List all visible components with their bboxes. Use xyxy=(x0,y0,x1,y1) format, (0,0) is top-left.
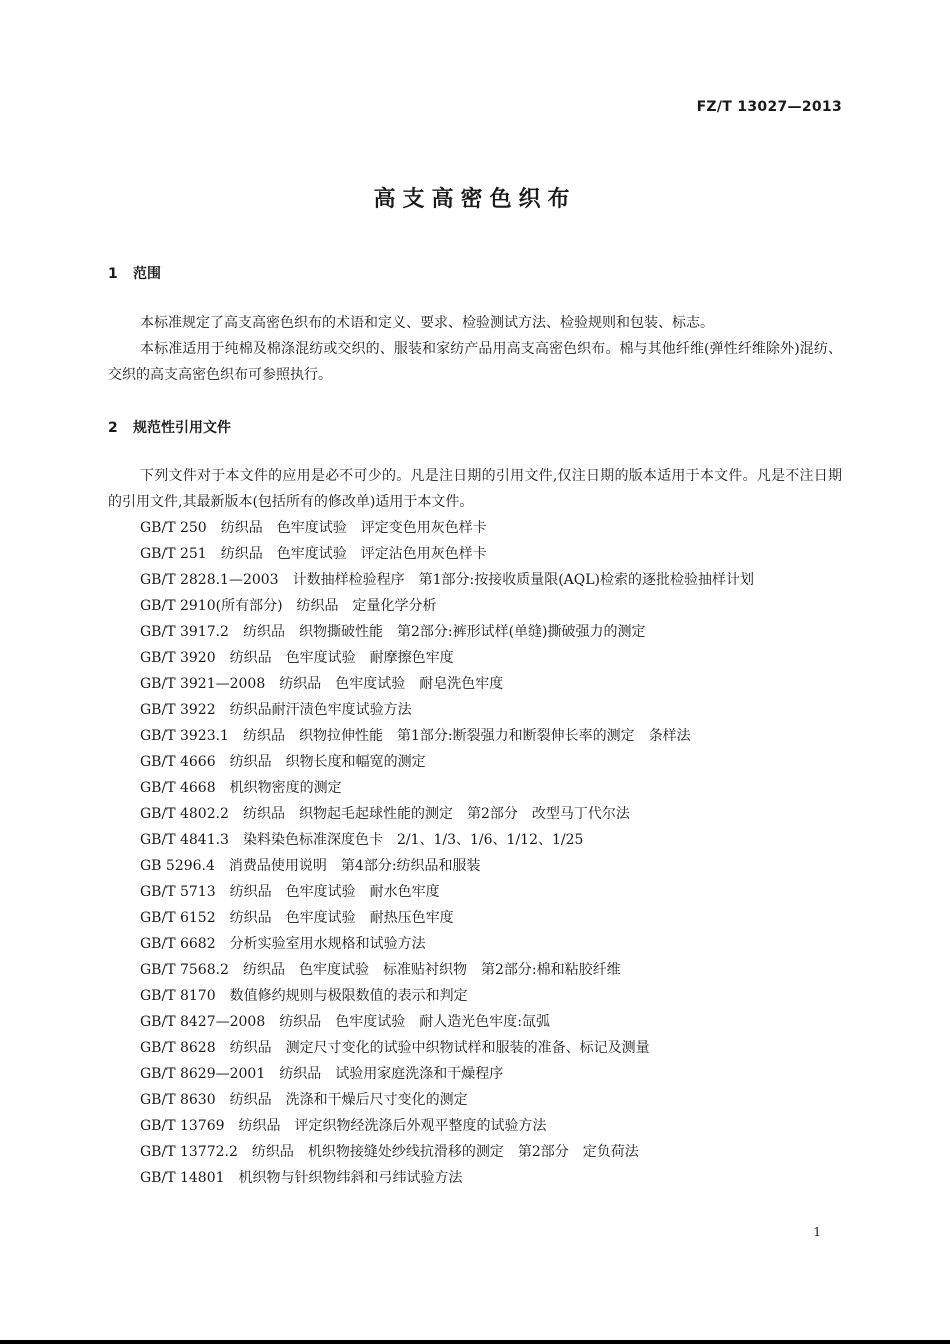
reference-item: GB/T 6152 纺织品 色牢度试验 耐热压色牢度 xyxy=(140,910,454,926)
section-1-number: 1 xyxy=(108,266,118,282)
reference-item: GB/T 13769 纺织品 评定织物经洗涤后外观平整度的试验方法 xyxy=(140,1118,547,1134)
reference-item: GB/T 14801 机织物与针织物纬斜和弓纬试验方法 xyxy=(140,1170,463,1186)
reference-item: GB 5296.4 消费品使用说明 第4部分:纺织品和服装 xyxy=(140,858,481,874)
section-2-heading xyxy=(108,417,231,437)
reference-item: GB/T 8427—2008 纺织品 色牢度试验 耐人造光色牢度:氙弧 xyxy=(140,1014,550,1030)
reference-item: GB/T 250 纺织品 色牢度试验 评定变色用灰色样卡 xyxy=(140,520,487,536)
section-2-intro: 下列文件对于本文件的应用是必不可少的。凡是注日期的引用文件,仅注日期的版本适用于本文件。凡是不注日期的引用文件,其最新版本(包括所有的修改单)适用于本文件。 xyxy=(108,468,842,510)
reference-item: GB/T 8628 纺织品 测定尺寸变化的试验中织物试样和服装的准备、标记及测量 xyxy=(140,1040,650,1056)
reference-item: GB/T 4841.3 染料染色标准深度色卡 2/1、1/3、1/6、1/12、1/25 xyxy=(140,832,584,848)
reference-item: GB/T 5713 纺织品 色牢度试验 耐水色牢度 xyxy=(140,884,440,900)
reference-item: GB/T 7568.2 纺织品 色牢度试验 标准贴衬织物 第2部分:棉和粘胶纤维 xyxy=(140,962,621,978)
bottom-edge-divider xyxy=(0,1340,950,1344)
reference-item: GB/T 4668 机织物密度的测定 xyxy=(140,780,342,796)
section-1-paragraph-1: 本标准规定了高支高密色织布的术语和定义、要求、检验测试方法、检验规则和包装、标志。 xyxy=(140,315,714,331)
reference-item: GB/T 4802.2 纺织品 织物起毛起球性能的测定 第2部分 改型马丁代尔法 xyxy=(140,806,630,822)
reference-item: GB/T 13772.2 纺织品 机织物接缝处纱线抗滑移的测定 第2部分 定负荷法 xyxy=(140,1144,639,1160)
page-number: 1 xyxy=(813,1225,821,1239)
section-2-title: 规范性引用文件 xyxy=(133,420,231,436)
section-2-number: 2 xyxy=(108,420,118,436)
reference-item: GB/T 2910(所有部分) 纺织品 定量化学分析 xyxy=(140,598,437,614)
reference-item: GB/T 3917.2 纺织品 织物撕破性能 第2部分:裤形试样(单缝)撕破强力的测定 xyxy=(140,624,646,640)
reference-item: GB/T 251 纺织品 色牢度试验 评定沾色用灰色样卡 xyxy=(140,546,487,562)
reference-item: GB/T 3922 纺织品耐汗渍色牢度试验方法 xyxy=(140,702,412,718)
reference-item: GB/T 6682 分析实验室用水规格和试验方法 xyxy=(140,936,426,952)
reference-item: GB/T 8170 数值修约规则与极限数值的表示和判定 xyxy=(140,988,468,1004)
section-1-title: 范围 xyxy=(133,266,161,282)
standard-number: FZ/T 13027—2013 xyxy=(696,99,842,115)
reference-item: GB/T 4666 纺织品 织物长度和幅宽的测定 xyxy=(140,754,426,770)
reference-item: GB/T 2828.1—2003 计数抽样检验程序 第1部分:按接收质量限(AQL)检索的逐批检验抽样计划 xyxy=(140,572,755,588)
document-title: 高支高密色织布 xyxy=(373,187,577,212)
reference-item: GB/T 3920 纺织品 色牢度试验 耐摩擦色牢度 xyxy=(140,650,454,666)
reference-item: GB/T 3923.1 纺织品 织物拉伸性能 第1部分:断裂强力和断裂伸长率的测定 条样法 xyxy=(140,728,691,744)
section-1-heading xyxy=(108,263,161,283)
reference-item: GB/T 8630 纺织品 洗涤和干燥后尺寸变化的测定 xyxy=(140,1092,468,1108)
section-1-paragraph-2: 本标准适用于纯棉及棉涤混纺或交织的、服装和家纺产品用高支高密色织布。棉与其他纤维(弹性纤维除外)混纺、交织的高支高密色织布可参照执行。 xyxy=(108,341,842,383)
reference-list xyxy=(108,515,842,1191)
reference-item: GB/T 3921—2008 纺织品 色牢度试验 耐皂洗色牢度 xyxy=(140,676,504,692)
reference-item: GB/T 8629—2001 纺织品 试验用家庭洗涤和干燥程序 xyxy=(140,1066,504,1082)
